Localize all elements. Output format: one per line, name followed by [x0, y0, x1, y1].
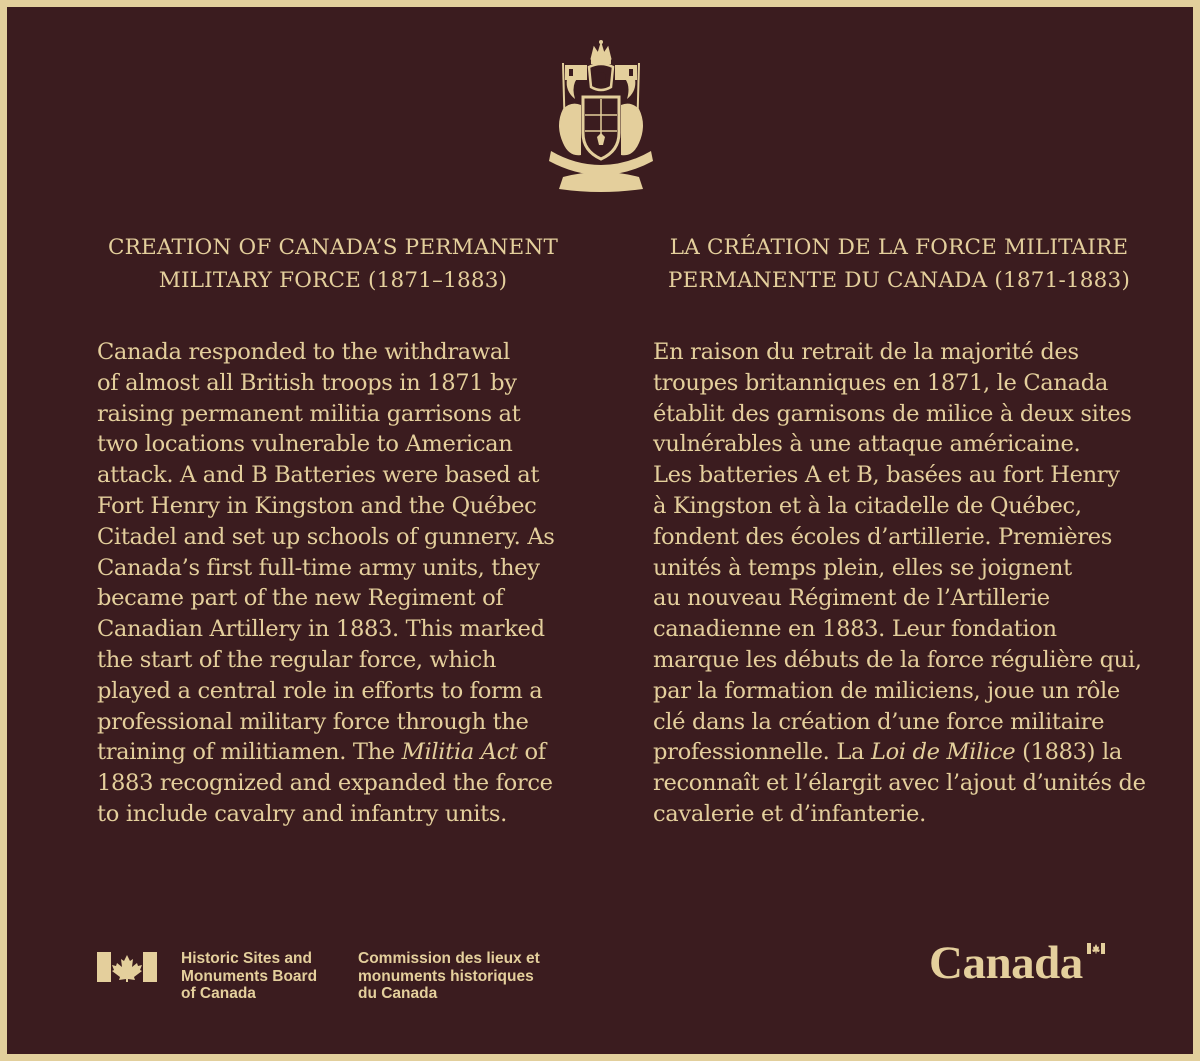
english-body-line: Citadel and set up schools of gunnery. As	[97, 523, 555, 550]
french-body-line: reconnaît et l’élargit avec l’ajout d’unités de	[653, 770, 1146, 797]
english-body	[97, 337, 577, 830]
english-body-text: training of militiamen. The	[97, 739, 402, 766]
french-body-line: fondent des écoles d’artillerie. Premières	[653, 523, 1113, 550]
french-body	[653, 337, 1173, 830]
french-body-line-with-act	[653, 737, 1173, 768]
french-body-line: troupes britanniques en 1871, le Canada	[653, 369, 1108, 396]
french-body-line: établit des garnisons de milice à deux sites	[653, 400, 1132, 427]
french-body-line: unités à temps plein, elles se joignent	[653, 554, 1072, 581]
french-title-line-2: PERMANENTE DU CANADA (1871-1883)	[667, 268, 1131, 293]
agency-en-line: Historic Sites and	[181, 950, 312, 967]
english-act-name: Militia Act	[401, 739, 518, 766]
agency-name-french	[358, 950, 540, 1003]
agency-en-line: of Canada	[181, 985, 256, 1002]
french-body-line: au nouveau Régiment de l’Artillerie	[653, 585, 1050, 612]
french-body-line: clé dans la création d’une force militaire	[653, 708, 1105, 735]
wordmark-flag-icon	[1087, 943, 1105, 954]
agency-fr-line: Commission des lieux et	[358, 950, 540, 967]
agency-name-english	[181, 950, 317, 1003]
agency-fr-line: monuments historiques	[358, 967, 534, 985]
french-body-line: En raison du retrait de la majorité des	[653, 339, 1079, 365]
french-body-line: marque les débuts de la force régulière qui,	[653, 646, 1142, 673]
french-body-line: par la formation de miliciens, joue un rôle	[653, 677, 1120, 704]
french-act-name: Loi de Milice	[870, 739, 1016, 766]
english-body-line: Canada responded to the withdrawal	[97, 339, 510, 365]
royal-coat-of-arms-icon	[545, 39, 657, 195]
english-body-line: attack. A and B Batteries were based at	[97, 462, 540, 489]
french-body-text: professionnelle. La	[653, 739, 871, 766]
plaque	[7, 7, 1193, 1054]
french-body-line: cavalerie et d’infanterie.	[653, 800, 926, 827]
english-body-line: the start of the regular force, which	[97, 646, 497, 673]
english-body-line: Canadian Artillery in 1883. This marked	[97, 616, 545, 643]
agency-en-line: Monuments Board	[181, 967, 318, 985]
english-body-line: of almost all British troops in 1871 by	[97, 369, 517, 396]
agency-fr-line: du Canada	[358, 985, 438, 1002]
english-body-line: two locations vulnerable to American	[97, 431, 513, 458]
french-body-text: (1883) la	[1015, 739, 1122, 766]
english-title-line-2: MILITARY FORCE (1871–1883)	[158, 268, 508, 293]
french-body-line: Les batteries A et B, basées au fort Henry	[653, 462, 1120, 489]
english-title	[77, 231, 589, 297]
english-body-line: Fort Henry in Kingston and the Québec	[97, 492, 537, 519]
canada-wordmark: Canada	[929, 937, 1083, 989]
french-body-line: canadienne en 1883. Leur fondation	[653, 616, 1057, 643]
english-body-line: raising permanent militia garrisons at	[97, 400, 521, 427]
english-body-line: 1883 recognized and expanded the force	[97, 770, 553, 797]
french-title	[631, 231, 1167, 297]
english-body-text: of	[517, 739, 546, 766]
english-title-line-1: CREATION OF CANADA’S PERMANENT	[107, 235, 559, 260]
french-title-line-1: LA CRÉATION DE LA FORCE MILITAIRE	[669, 235, 1129, 260]
french-body-line: vulnérables à une attaque américaine.	[653, 431, 1081, 458]
english-body-line: Canada’s first full-time army units, they	[97, 554, 540, 581]
english-body-line-with-act	[97, 737, 577, 768]
french-body-line: à Kingston et à la citadelle de Québec,	[653, 492, 1082, 519]
english-body-line: to include cavalry and infantry units.	[97, 800, 507, 827]
canada-flag-icon	[97, 952, 157, 982]
english-body-line: became part of the new Regiment of	[97, 585, 504, 612]
english-body-line: professional military force through the	[97, 708, 529, 735]
english-body-line: played a central role in efforts to form a	[97, 677, 543, 704]
